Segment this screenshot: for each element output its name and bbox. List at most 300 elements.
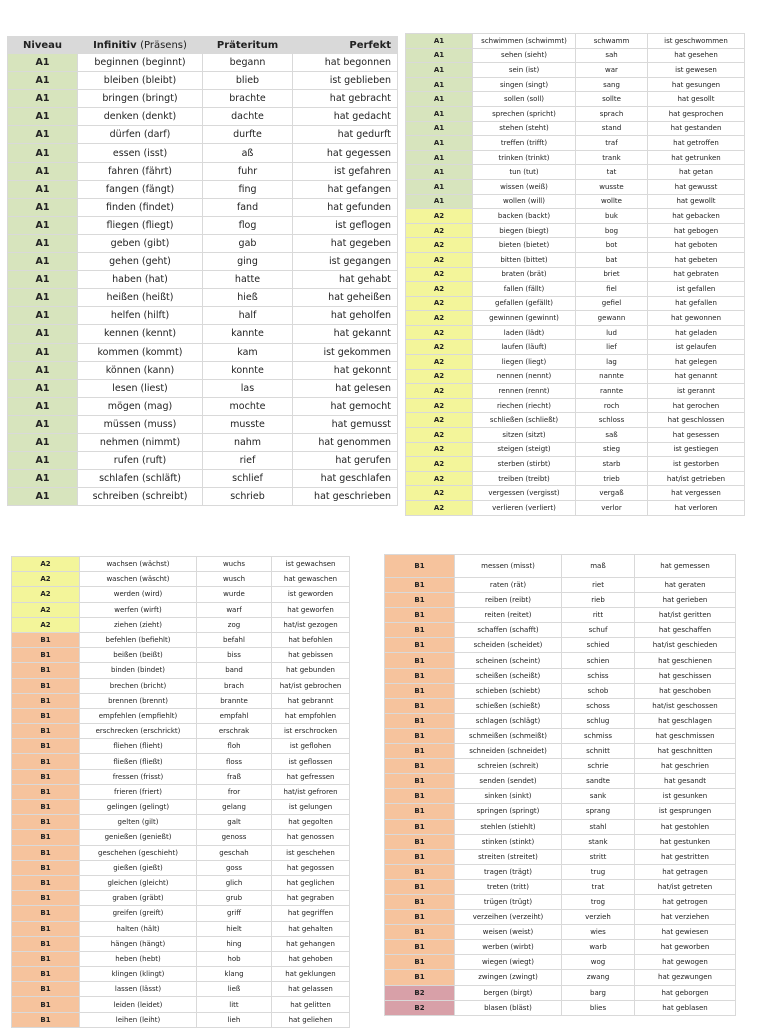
cell-niveau: A2 [406,267,473,282]
table-row [12,557,350,572]
cell-niveau: B1 [12,1012,80,1027]
cell-praeteritum: stahl [562,819,635,834]
cell-niveau: A1 [8,415,78,433]
cell-niveau: A1 [8,126,78,144]
cell-praeteritum: schrieb [203,488,293,506]
verb-table-3 [11,556,349,1028]
cell-perfekt: hat geworben [635,940,736,955]
cell-infinitiv: bergen (birgt) [455,985,562,1000]
cell-perfekt: ist gekommen [293,343,398,361]
cell-praeteritum: fand [203,198,293,216]
cell-perfekt: hat geladen [648,325,745,340]
cell-niveau: B1 [385,555,455,578]
cell-praeteritum: barg [562,985,635,1000]
cell-perfekt: hat gerieben [635,593,736,608]
cell-niveau: A2 [12,557,80,572]
cell-praeteritum: rannte [576,384,648,399]
cell-praeteritum: briet [576,267,648,282]
table-row [385,849,736,864]
cell-niveau: A1 [8,253,78,271]
cell-praeteritum: lud [576,325,648,340]
cell-praeteritum: sandte [562,774,635,789]
cell-perfekt: hat gewollt [648,194,745,209]
cell-praeteritum: roch [576,398,648,413]
cell-praeteritum: wog [562,955,635,970]
table-row [12,587,350,602]
cell-infinitiv: fangen (fängt) [78,180,203,198]
cell-perfekt: hat geschoben [635,683,736,698]
cell-niveau: B1 [385,970,455,985]
cell-praeteritum: gewann [576,311,648,326]
table-row [385,608,736,623]
cell-praeteritum: warf [197,602,272,617]
cell-infinitiv: können (kann) [78,361,203,379]
cell-niveau: B1 [12,845,80,860]
cell-perfekt: ist gestiegen [648,442,745,457]
cell-infinitiv: gleichen (gleicht) [80,875,197,890]
table-row [406,252,745,267]
cell-perfekt: hat gebraten [648,267,745,282]
cell-perfekt: hat gerochen [648,398,745,413]
cell-infinitiv: sein (ist) [473,63,576,78]
cell-niveau: A2 [406,457,473,472]
cell-infinitiv: waschen (wäscht) [80,572,197,587]
cell-niveau: B1 [385,940,455,955]
cell-infinitiv: gelingen (gelingt) [80,800,197,815]
cell-niveau: A1 [8,325,78,343]
table-row [12,982,350,997]
cell-praeteritum: stank [562,834,635,849]
cell-infinitiv: bringen (bringt) [78,90,203,108]
cell-praeteritum: galt [197,815,272,830]
cell-praeteritum: stand [576,121,648,136]
cell-praeteritum: stieg [576,442,648,457]
cell-praeteritum: gefiel [576,296,648,311]
cell-niveau: B1 [12,906,80,921]
cell-perfekt: hat empfohlen [272,708,350,723]
cell-infinitiv: tragen (trägt) [455,864,562,879]
cell-infinitiv: wiegen (wiegt) [455,955,562,970]
cell-niveau: B1 [12,830,80,845]
table-row [12,708,350,723]
verb-table-2 [405,33,744,516]
cell-niveau: A1 [406,194,473,209]
cell-praeteritum: half [203,307,293,325]
cell-perfekt: hat/ist geschieden [635,638,736,653]
cell-infinitiv: trinken (trinkt) [473,150,576,165]
cell-praeteritum: band [197,663,272,678]
cell-praeteritum: lag [576,355,648,370]
cell-niveau: B1 [385,789,455,804]
cell-niveau: B1 [385,713,455,728]
cell-perfekt: hat gebogen [648,223,745,238]
cell-perfekt: hat geschnitten [635,744,736,759]
cell-praeteritum: nahm [203,433,293,451]
cell-praeteritum: bog [576,223,648,238]
cell-praeteritum: hielt [197,921,272,936]
cell-perfekt: hat gewiesen [635,925,736,940]
cell-niveau: B1 [12,663,80,678]
cell-praeteritum: wusch [197,572,272,587]
cell-infinitiv: verzeihen (verzeiht) [455,910,562,925]
cell-infinitiv: braten (brät) [473,267,576,282]
cell-praeteritum: durfte [203,126,293,144]
cell-praeteritum: sank [562,789,635,804]
table-row [8,198,398,216]
cell-niveau: A2 [406,355,473,370]
table-row [385,623,736,638]
cell-niveau: B1 [385,879,455,894]
cell-praeteritum: nannte [576,369,648,384]
table-row [406,106,745,121]
table-row [12,678,350,693]
cell-perfekt: hat geschrien [635,759,736,774]
cell-perfekt: hat gestunken [635,834,736,849]
cell-niveau: A2 [406,384,473,399]
cell-praeteritum: rieb [562,593,635,608]
cell-infinitiv: schneiden (schneidet) [455,744,562,759]
cell-niveau: A2 [406,398,473,413]
cell-niveau: A1 [406,150,473,165]
cell-praeteritum: trat [562,879,635,894]
table-row [12,891,350,906]
table-row [385,638,736,653]
cell-infinitiv: beißen (beißt) [80,648,197,663]
cell-infinitiv: leiden (leidet) [80,997,197,1012]
cell-perfekt: hat gestohlen [635,819,736,834]
cell-niveau: A1 [406,63,473,78]
cell-praeteritum: fraß [197,769,272,784]
cell-infinitiv: gewinnen (gewinnt) [473,311,576,326]
table-row [8,379,398,397]
cell-praeteritum: kannte [203,325,293,343]
header-perfekt: Perfekt [293,37,398,54]
cell-infinitiv: frieren (friert) [80,784,197,799]
cell-perfekt: hat getan [648,165,745,180]
cell-infinitiv: laden (lädt) [473,325,576,340]
cell-praeteritum: schrie [562,759,635,774]
table-row [8,108,398,126]
cell-niveau: A2 [406,369,473,384]
cell-infinitiv: rennen (rennt) [473,384,576,399]
cell-niveau: A2 [406,501,473,516]
cell-infinitiv: essen (isst) [78,144,203,162]
cell-niveau: A1 [406,165,473,180]
cell-praeteritum: brach [197,678,272,693]
cell-infinitiv: schreien (schreit) [455,759,562,774]
cell-niveau: B1 [385,668,455,683]
cell-infinitiv: werben (wirbt) [455,940,562,955]
cell-praeteritum: hob [197,951,272,966]
cell-niveau: B1 [385,653,455,668]
cell-perfekt: hat gegriffen [272,906,350,921]
cell-infinitiv: genießen (genießt) [80,830,197,845]
table-row [8,361,398,379]
table-row [8,234,398,252]
cell-praeteritum: schnitt [562,744,635,759]
cell-infinitiv: reiten (reitet) [455,608,562,623]
cell-perfekt: hat geschienen [635,653,736,668]
cell-perfekt: hat geschaffen [635,623,736,638]
table-row [406,501,745,516]
cell-praeteritum: rief [203,452,293,470]
cell-praeteritum: wollte [576,194,648,209]
table-row [385,925,736,940]
cell-niveau: B1 [12,860,80,875]
table-row [12,648,350,663]
cell-praeteritum: zog [197,617,272,632]
cell-infinitiv: kommen (kommt) [78,343,203,361]
cell-praeteritum: maß [562,555,635,578]
table-row [406,340,745,355]
cell-praeteritum: schiss [562,668,635,683]
cell-perfekt: hat gestanden [648,121,745,136]
cell-infinitiv: riechen (riecht) [473,398,576,413]
cell-niveau: A2 [12,617,80,632]
table-row [8,343,398,361]
table-row [406,296,745,311]
cell-niveau: B1 [12,800,80,815]
cell-praeteritum: ließ [197,982,272,997]
cell-niveau: A1 [8,343,78,361]
cell-niveau: A2 [406,223,473,238]
cell-infinitiv: halten (hält) [80,921,197,936]
cell-infinitiv: bleiben (bleibt) [78,72,203,90]
cell-praeteritum: wurde [197,587,272,602]
cell-infinitiv: schmeißen (schmeißt) [455,728,562,743]
cell-niveau: A1 [406,136,473,151]
cell-perfekt: hat gewaschen [272,572,350,587]
cell-niveau: B1 [385,774,455,789]
table-row [406,325,745,340]
cell-niveau: A2 [406,311,473,326]
cell-perfekt: ist geflohen [272,739,350,754]
header-praeteritum: Präteritum [203,37,293,54]
cell-perfekt: ist geschehen [272,845,350,860]
cell-niveau: A1 [8,289,78,307]
cell-perfekt: hat gefangen [293,180,398,198]
cell-infinitiv: heben (hebt) [80,951,197,966]
cell-perfekt: hat gebissen [272,648,350,663]
cell-niveau: A2 [12,572,80,587]
table-row [406,34,745,49]
cell-praeteritum: schloss [576,413,648,428]
cell-perfekt: hat verloren [648,501,745,516]
cell-infinitiv: schaffen (schafft) [455,623,562,638]
cell-niveau: B1 [12,921,80,936]
table-row [385,894,736,909]
cell-niveau: B1 [385,804,455,819]
cell-infinitiv: müssen (muss) [78,415,203,433]
cell-niveau: A1 [8,379,78,397]
cell-infinitiv: stehlen (stiehlt) [455,819,562,834]
table-row [8,470,398,488]
cell-niveau: A1 [406,121,473,136]
cell-infinitiv: sterben (stirbt) [473,457,576,472]
table-row [406,384,745,399]
cell-praeteritum: wusste [576,179,648,194]
cell-perfekt: hat gebunden [272,663,350,678]
cell-praeteritum: sah [576,48,648,63]
cell-perfekt: hat gesehen [648,48,745,63]
cell-perfekt: hat gewusst [648,179,745,194]
cell-perfekt: hat geheißen [293,289,398,307]
header-infinitiv [78,37,203,54]
cell-niveau: B2 [385,1000,455,1015]
cell-infinitiv: weisen (weist) [455,925,562,940]
cell-niveau: A2 [406,252,473,267]
cell-infinitiv: erschrecken (erschrickt) [80,724,197,739]
cell-niveau: A1 [8,307,78,325]
cell-niveau: B1 [385,864,455,879]
cell-perfekt: hat geliehen [272,1012,350,1027]
cell-perfekt: hat geboten [648,238,745,253]
cell-niveau: B1 [385,925,455,940]
cell-praeteritum: bot [576,238,648,253]
cell-perfekt: hat/ist getrieben [648,471,745,486]
cell-infinitiv: bieten (bietet) [473,238,576,253]
table-row [8,216,398,234]
table-row [385,940,736,955]
cell-infinitiv: fließen (fließt) [80,754,197,769]
table-row [12,632,350,647]
table-row [8,144,398,162]
cell-niveau: A2 [406,471,473,486]
cell-praeteritum: schien [562,653,635,668]
cell-niveau: B1 [12,648,80,663]
cell-niveau: A2 [406,413,473,428]
cell-infinitiv: zwingen (zwingt) [455,970,562,985]
cell-praeteritum: traf [576,136,648,151]
cell-niveau: A2 [406,340,473,355]
cell-perfekt: hat/ist geritten [635,608,736,623]
cell-infinitiv: binden (bindet) [80,663,197,678]
cell-praeteritum: blies [562,1000,635,1015]
table-row [385,834,736,849]
cell-praeteritum: sprach [576,106,648,121]
cell-praeteritum: floss [197,754,272,769]
table-row [12,739,350,754]
cell-niveau: B1 [385,955,455,970]
cell-infinitiv: empfehlen (empfiehlt) [80,708,197,723]
cell-perfekt: hat/ist gefroren [272,784,350,799]
table-row [385,555,736,578]
cell-praeteritum: schuf [562,623,635,638]
cell-niveau: B1 [12,982,80,997]
cell-perfekt: ist gewesen [648,63,745,78]
cell-perfekt: hat gekonnt [293,361,398,379]
cell-perfekt: hat geschlafen [293,470,398,488]
cell-niveau: A1 [8,234,78,252]
cell-perfekt: hat gegeben [293,234,398,252]
cell-niveau: B1 [385,894,455,909]
table-row [406,442,745,457]
table-row [12,572,350,587]
cell-perfekt: hat gegolten [272,815,350,830]
cell-infinitiv: kennen (kennt) [78,325,203,343]
cell-perfekt: ist gesprungen [635,804,736,819]
cell-infinitiv: sinken (sinkt) [455,789,562,804]
cell-infinitiv: lassen (lässt) [80,982,197,997]
cell-perfekt: hat gehabt [293,271,398,289]
cell-perfekt: hat geschlossen [648,413,745,428]
cell-praeteritum: schwamm [576,34,648,49]
table-row [8,488,398,506]
cell-infinitiv: haben (hat) [78,271,203,289]
cell-perfekt: hat gestritten [635,849,736,864]
cell-perfekt: hat gefressen [272,769,350,784]
table-row [406,311,745,326]
table-row [385,698,736,713]
cell-infinitiv: streiten (streitet) [455,849,562,864]
cell-praeteritum: befahl [197,632,272,647]
table-row [12,693,350,708]
table-row [385,713,736,728]
cell-praeteritum: ritt [562,608,635,623]
cell-niveau: B1 [385,698,455,713]
cell-perfekt: hat gezwungen [635,970,736,985]
cell-infinitiv: treten (tritt) [455,879,562,894]
cell-niveau: A1 [8,470,78,488]
cell-praeteritum: gelang [197,800,272,815]
table-row [406,369,745,384]
table-row [12,951,350,966]
cell-praeteritum: fiel [576,282,648,297]
cell-niveau: A1 [8,162,78,180]
cell-praeteritum: hieß [203,289,293,307]
cell-infinitiv: wachsen (wächst) [80,557,197,572]
table-row [385,1000,736,1015]
cell-praeteritum: saß [576,428,648,443]
table-row [12,724,350,739]
cell-infinitiv: steigen (steigt) [473,442,576,457]
cell-praeteritum: fror [197,784,272,799]
table-row [385,985,736,1000]
cell-praeteritum: vergaß [576,486,648,501]
cell-niveau: A1 [8,488,78,506]
header-niveau: Niveau [8,37,78,54]
cell-perfekt: hat geraten [635,578,736,593]
cell-infinitiv: senden (sendet) [455,774,562,789]
cell-infinitiv: biegen (biegt) [473,223,576,238]
cell-infinitiv: werfen (wirft) [80,602,197,617]
cell-praeteritum: tat [576,165,648,180]
cell-infinitiv: scheißen (scheißt) [455,668,562,683]
cell-niveau: A1 [8,198,78,216]
cell-infinitiv: brennen (brennt) [80,693,197,708]
cell-niveau: B1 [12,708,80,723]
cell-perfekt: hat/ist getreten [635,879,736,894]
cell-niveau: A1 [406,92,473,107]
cell-infinitiv: vergessen (vergisst) [473,486,576,501]
table-row [406,209,745,224]
cell-perfekt: hat gelassen [272,982,350,997]
cell-infinitiv: scheinen (scheint) [455,653,562,668]
cell-niveau: B1 [12,997,80,1012]
cell-perfekt: hat/ist geschossen [635,698,736,713]
table-row [385,653,736,668]
table-row [385,789,736,804]
table-row [8,307,398,325]
cell-praeteritum: lief [576,340,648,355]
cell-perfekt: hat befohlen [272,632,350,647]
cell-perfekt: ist geblieben [293,72,398,90]
cell-infinitiv: wissen (weiß) [473,179,576,194]
table-row [12,860,350,875]
cell-infinitiv: springen (springt) [455,804,562,819]
cell-niveau: A1 [8,271,78,289]
cell-praeteritum: flog [203,216,293,234]
